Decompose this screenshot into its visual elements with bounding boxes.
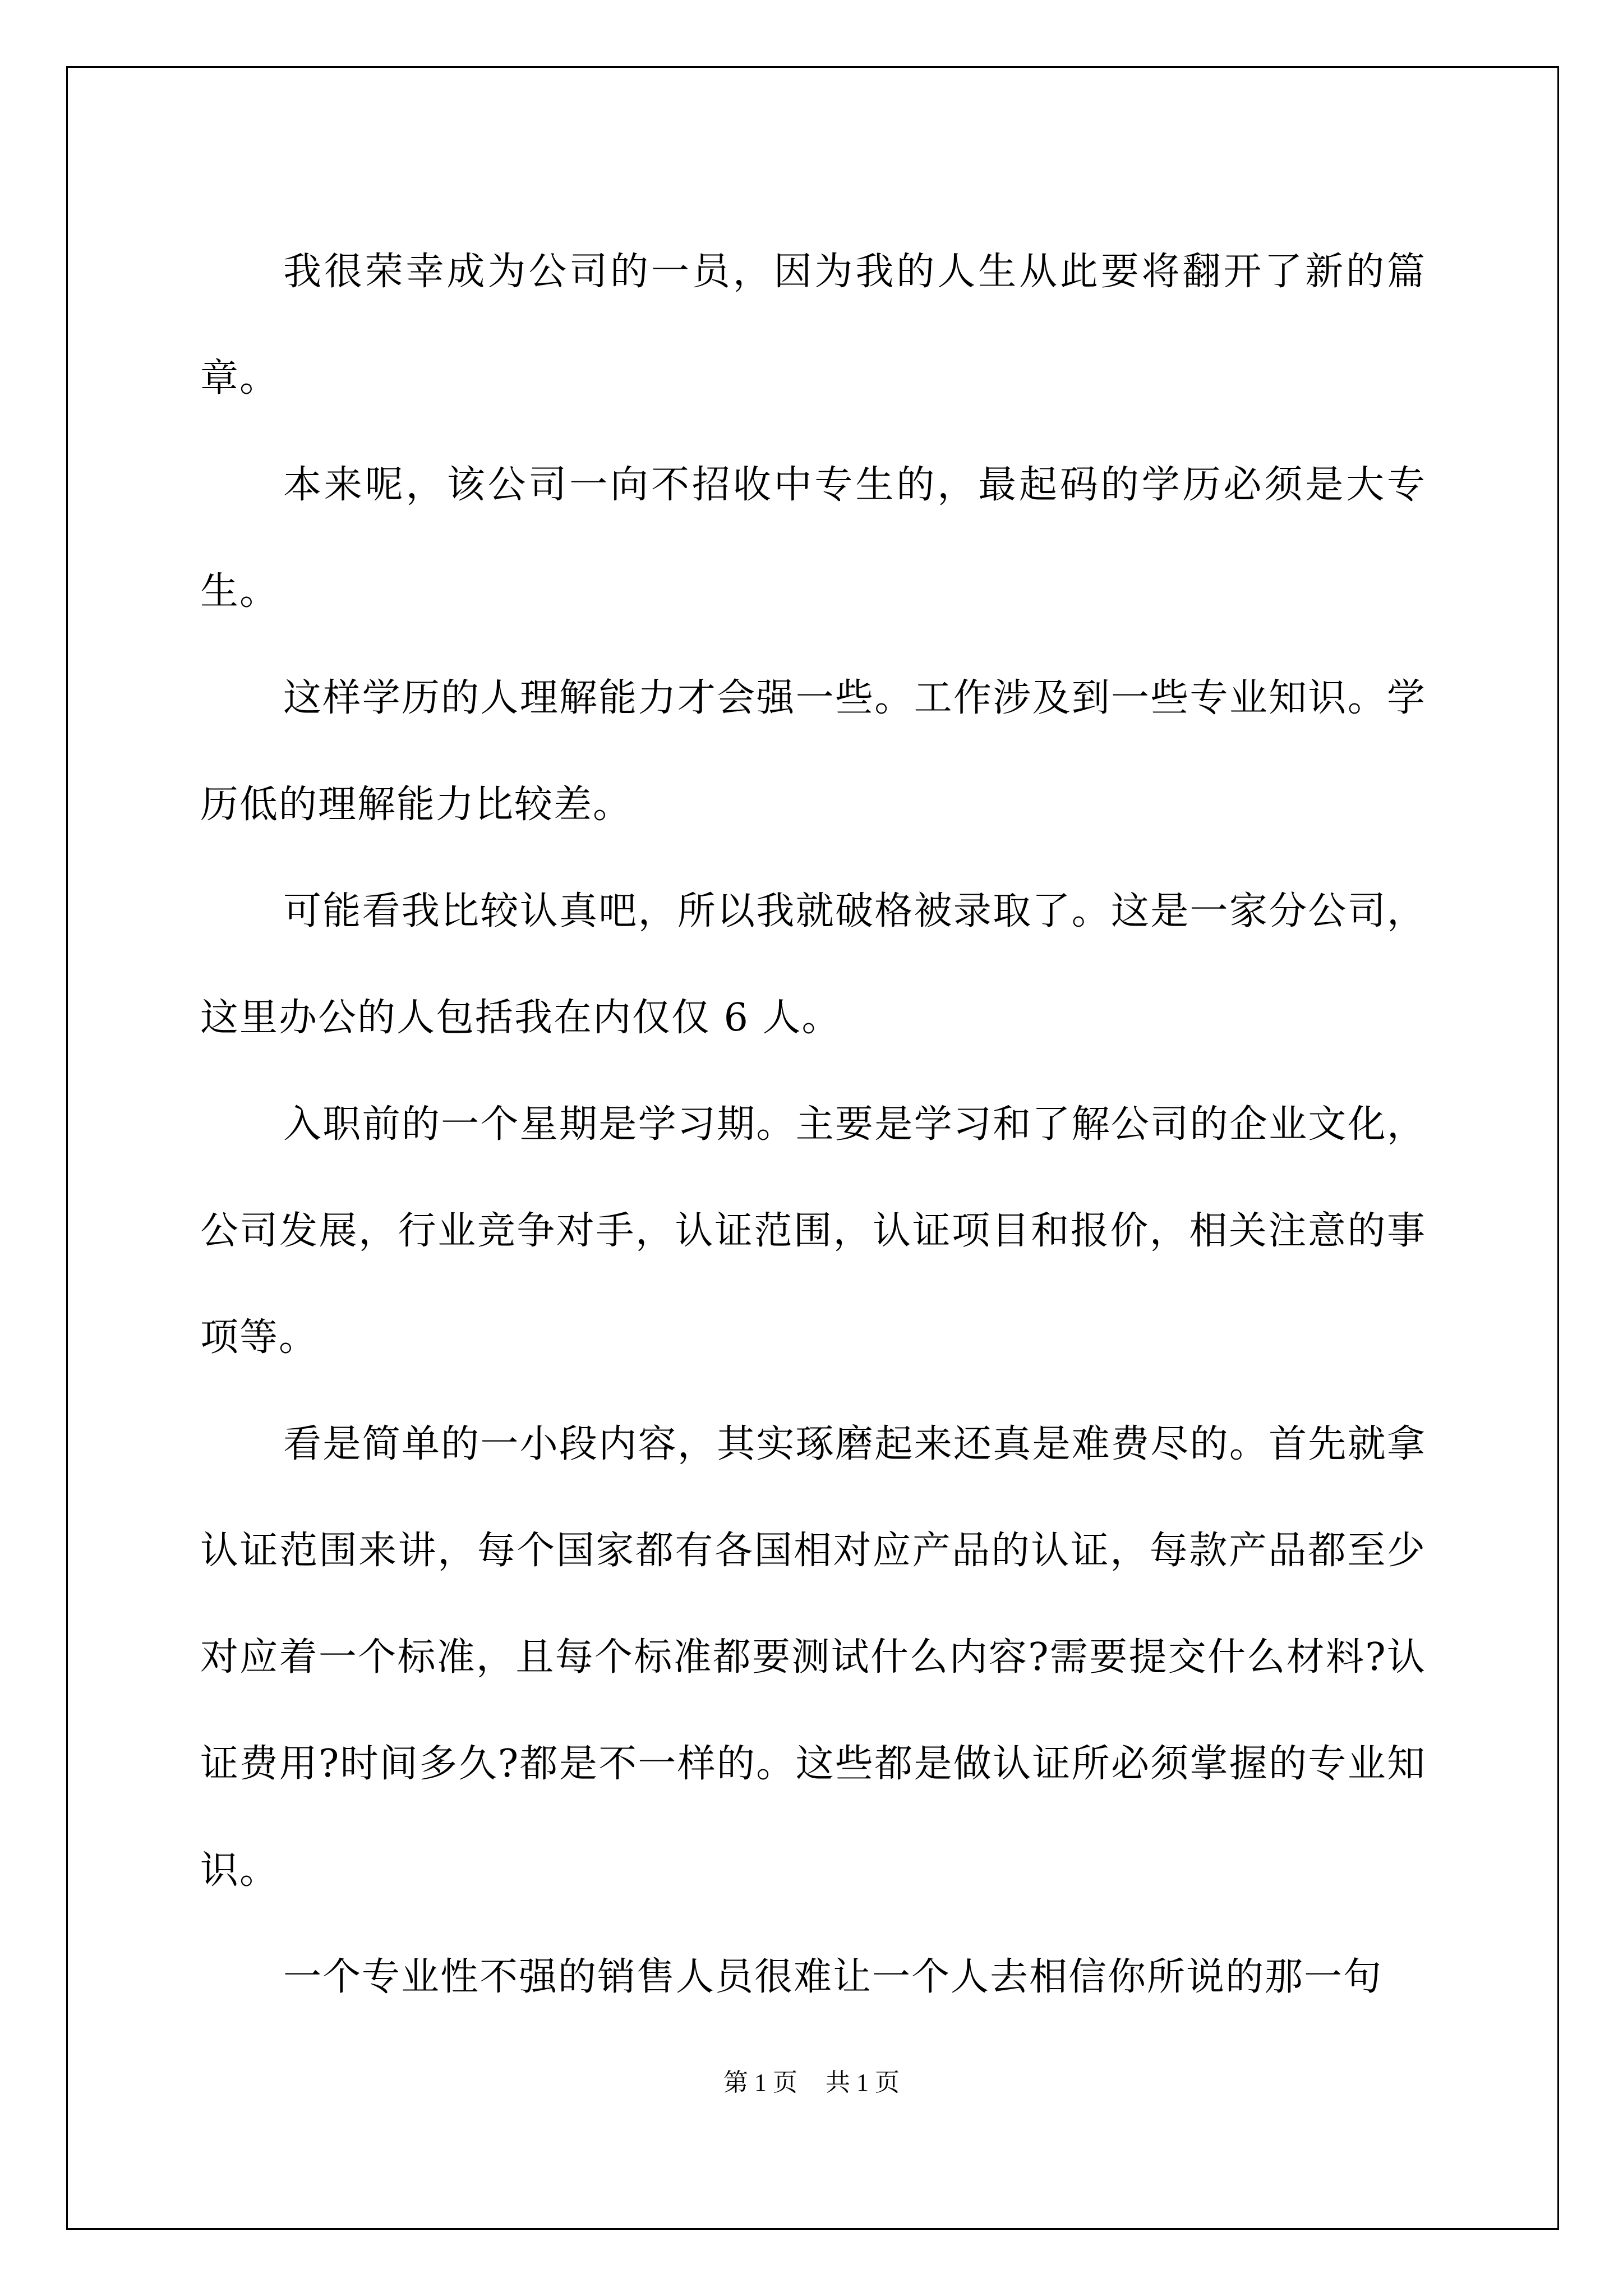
page-number: 第 1 页: [723, 2069, 797, 2096]
page-total: 共 1 页: [826, 2069, 900, 2096]
paragraph-3: 这样学历的人理解能力才会强一些。工作涉及到一些专业知识。学历低的理解能力比较差。: [200, 676, 1426, 827]
paragraph-5: 入职前的一个星期是学习期。主要是学习和了解公司的企业文化，公司发展，行业竞争对手，认证范围，认证项目和报价，相关注意的事项等。: [200, 1102, 1426, 1360]
paragraph-2: 本来呢，该公司一向不招收中专生的，最起码的学历必须是大专生。: [200, 463, 1426, 614]
page-footer: [0, 2062, 1623, 2098]
paragraph-1: 我很荣幸成为公司的一员，因为我的人生从此要将翻开了新的篇章。: [200, 250, 1426, 401]
paragraph-7: 一个专业性不强的销售人员很难让一个人去相信你所说的那一句: [283, 1955, 1383, 1999]
document-body: [200, 219, 1426, 2031]
paragraph-4: 可能看我比较认真吧，所以我就破格被录取了。这是一家分公司，这里办公的人包括我在内仅仅 6 人。: [200, 889, 1426, 1040]
paragraph-6: 看是简单的一小段内容，其实琢磨起来还真是难费尽的。首先就拿认证范围来讲，每个国家都有各国相对应产品的认证，每款产品都至少对应着一个标准，且每个标准都要测试什么内容?需要提交什么材料?认证费用?时间多久?都是不一样的。这些都是做认证所必须掌握的专业知识。: [200, 1422, 1426, 1893]
